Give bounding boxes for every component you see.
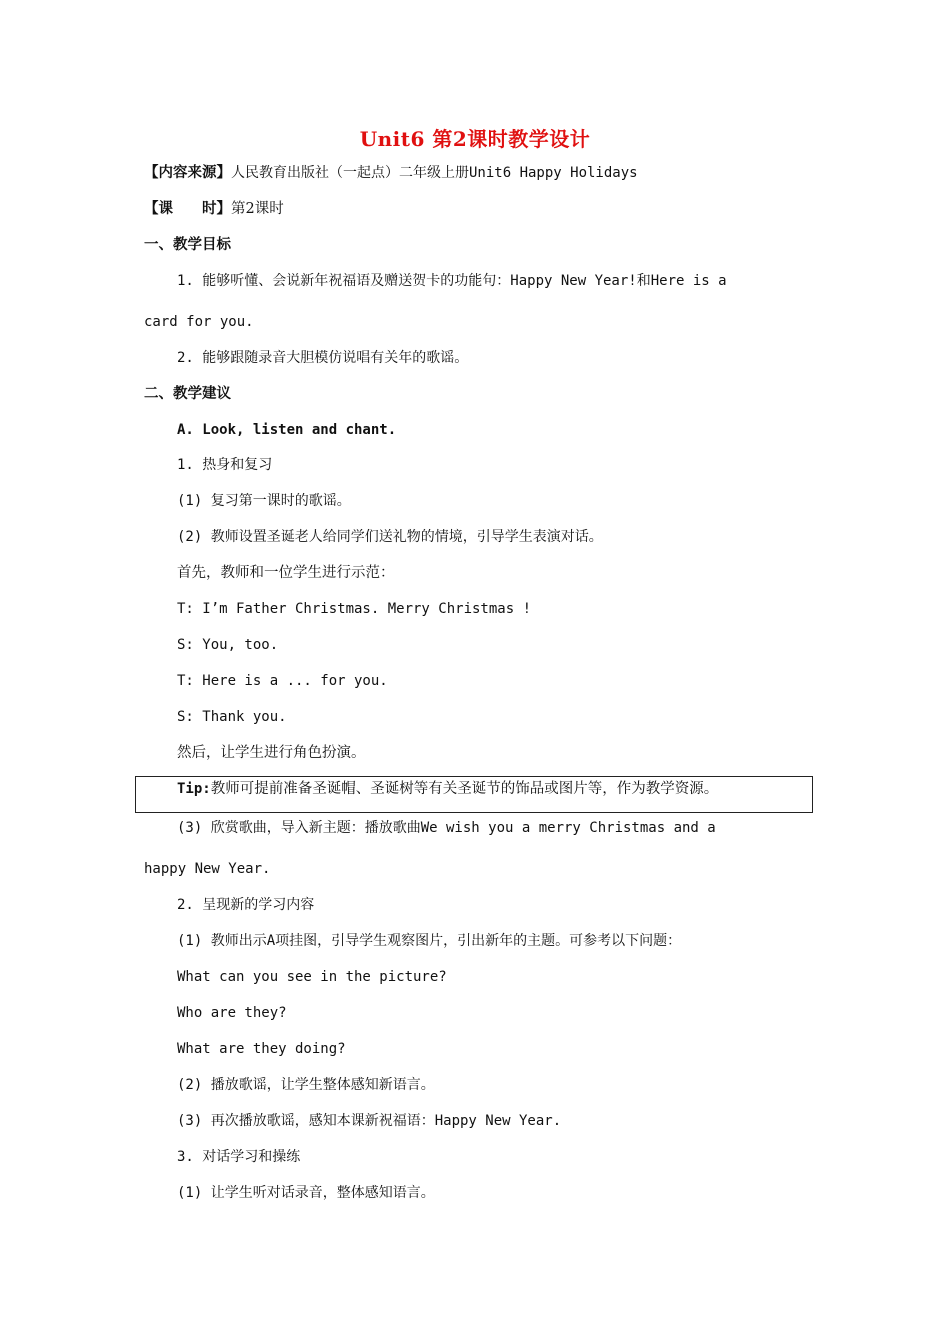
question-2: Who are they?: [177, 1005, 287, 1021]
dialog-line-4: S: Thank you.: [177, 709, 287, 725]
source-value: 人民教育出版社（一起点）二年级上册Unit6 Happy Holidays: [231, 165, 638, 181]
tip-label: Tip:: [177, 781, 211, 797]
step-3-item-1: (1) 让学生听对话录音，整体感知语言。: [177, 1185, 435, 1201]
step-1-item-2: (2) 教师设置圣诞老人给同学们送礼物的情境，引导学生表演对话。: [177, 529, 603, 545]
source-line: [144, 163, 638, 183]
part-a-heading: A. Look, listen and chant.: [177, 422, 397, 438]
step-2-heading: 2. 呈现新的学习内容: [177, 897, 315, 913]
step-1-heading: 1. 热身和复习: [177, 457, 273, 473]
dialog-line-2: S: You, too.: [177, 637, 279, 653]
step-1-item-3-cont: happy New Year.: [144, 861, 271, 877]
step-1-item-1: (1) 复习第一课时的歌谣。: [177, 493, 351, 509]
goal-item-2: 2. 能够跟随录音大胆模仿说唱有关年的歌谣。: [177, 350, 469, 366]
step-2-item-1: (1) 教师出示A项挂图，引导学生观察图片，引出新年的主题。可参考以下问题：: [177, 933, 682, 949]
period-line: [144, 199, 284, 219]
section1-heading: 一、教学目标: [144, 236, 231, 253]
question-1: What can you see in the picture?: [177, 969, 447, 985]
tip-text: 教师可提前准备圣诞帽、圣诞树等有关圣诞节的饰品或图片等，作为教学资源。: [210, 781, 719, 797]
step-1-item-3: (3) 欣赏歌曲，导入新主题：播放歌曲We wish you a merry Christmas and a: [177, 820, 716, 836]
source-label: 【内容来源】: [144, 164, 231, 181]
step-2-item-3: (3) 再次播放歌谣，感知本课新祝福语：Happy New Year.: [177, 1113, 562, 1129]
section2-heading: 二、教学建议: [144, 385, 231, 402]
step-3-heading: 3. 对话学习和操练: [177, 1149, 301, 1165]
goal-item-1-cont: card for you.: [144, 314, 254, 330]
dialog-line-3: T: Here is a ... for you.: [177, 673, 388, 689]
step-1-first: 首先，教师和一位学生进行示范：: [177, 565, 395, 581]
document-title: Unit6 第2课时教学设计: [359, 127, 591, 151]
goal-item-1: 1. 能够听懂、会说新年祝福语及赠送贺卡的功能句：Happy New Year!和Here is a: [177, 273, 727, 289]
question-3: What are they doing?: [177, 1041, 346, 1057]
tip-content: [177, 779, 718, 799]
dialog-line-1: T: I’m Father Christmas. Merry Christmas !: [177, 601, 532, 617]
period-label: 【课 时】: [144, 200, 231, 217]
step-2-item-2: (2) 播放歌谣，让学生整体感知新语言。: [177, 1077, 435, 1093]
step-1-then: 然后，让学生进行角色扮演。: [177, 745, 366, 761]
period-value: 第2课时: [231, 201, 284, 217]
